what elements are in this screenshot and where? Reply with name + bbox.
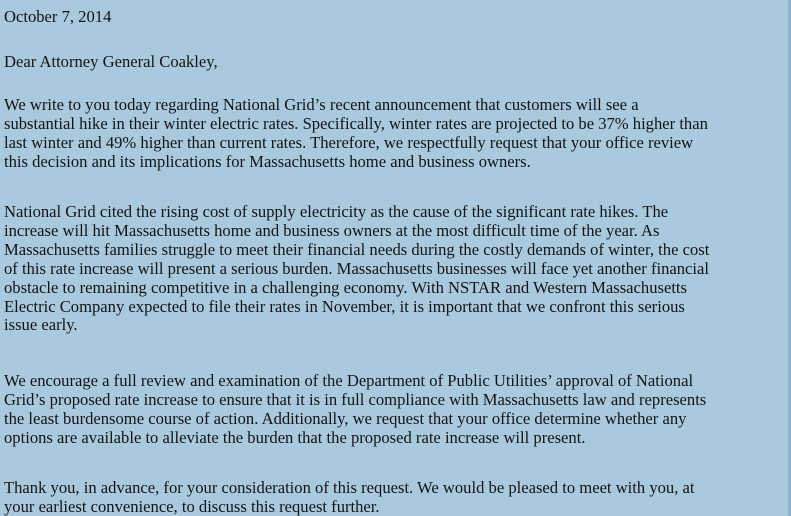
letter-paragraph-1 [4,96,791,172]
paragraph-line: We write to you today regarding National Grid’s recent announcement that customers will see a [4,95,639,114]
paragraph-line: obstacle to remaining competitive in a challenging economy. With NSTAR and Western Massachusetts [4,277,687,297]
letter-paragraph-3 [4,372,791,448]
paragraph-line: this decision and its implications for Massachusetts home and business owners. [4,151,531,171]
paragraph-line: last winter and 49% higher than current rates. Therefore, we respectfully request that your office review [4,132,694,152]
paragraph-line: options are available to alleviate the burden that the proposed rate increase will present. [4,427,586,447]
paragraph-line: substantial hike in their winter electric rates. Specifically, winter rates are projected to be 37% higher than [4,113,708,133]
paragraph-line: issue early. [4,315,78,335]
letter-salutation: Dear Attorney General Coakley, [4,52,218,71]
letter-paragraph-2 [4,203,791,335]
paragraph-line: Grid’s proposed rate increase to ensure that it is in full compliance with Massachusetts law and represents [4,389,707,409]
paragraph-line: Thank you, in advance, for your consideration of this request. We would be pleased to meet with you, at [4,478,695,497]
paragraph-line: of this rate increase will present a serious burden. Massachusetts businesses will face yet another financial [4,258,710,278]
paragraph-line: Electric Company expected to file their rates in November, it is important that we confront this serious [4,296,685,316]
paragraph-line: Massachusetts families struggle to meet their financial needs during the costly demands of winter, the cost [4,239,710,259]
paragraph-line: your earliest convenience, to discuss this request further. [4,496,380,516]
paragraph-line: increase will hit Massachusetts home and business owners at the most difficult time of the year. As [4,220,660,240]
paragraph-line: the least burdensome course of action. Additionally, we request that your office determine whether any [4,408,687,428]
letter-date: October 7, 2014 [4,7,112,26]
letter-paragraph-4 [4,479,791,516]
paragraph-line: We encourage a full review and examination of the Department of Public Utilities’ approval of National [4,371,694,390]
paragraph-line: National Grid cited the rising cost of supply electricity as the cause of the significant rate hikes. The [4,202,669,221]
